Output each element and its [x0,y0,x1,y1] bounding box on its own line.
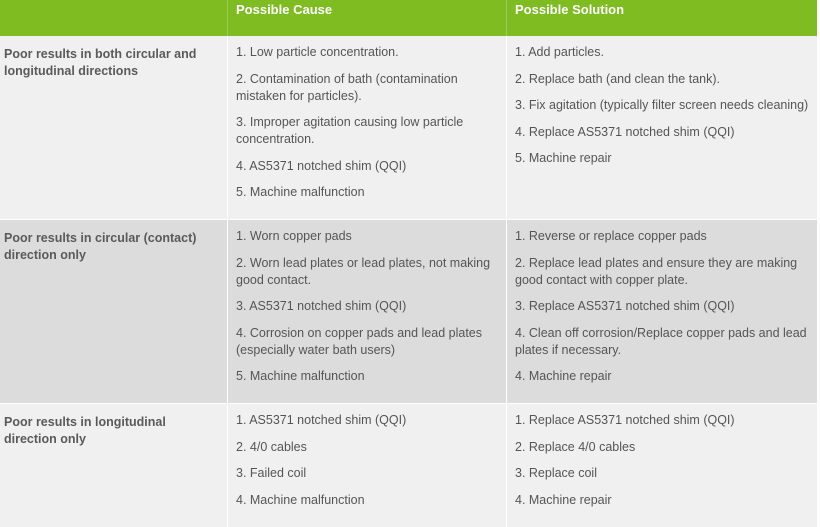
list-item: 4. Machine malfunction [236,492,365,507]
list-item: 3. Replace AS5371 notched shim (QQI) [515,299,735,313]
list-item: 2. Replace lead plates and ensure they are making good contact with copper plate. [515,255,798,287]
list-item: 4. Clean off corrosion/Replace copper pads and lead plates if necessary. [515,325,807,357]
solutions-cell [506,404,817,527]
list-item: 1. Replace AS5371 notched shim (QQI) [515,413,735,427]
problem-cell: Poor results in both circular and longitudinal directions [0,36,227,219]
header-possible-solution: Possible Solution [506,0,817,36]
list-item: 2. Replace 4/0 cables [515,439,636,454]
list-item: 1. Worn copper pads [236,229,352,243]
list-item: 3. Replace coil [515,466,597,480]
list-item: 5. Machine repair [515,151,612,165]
list-item: 3. AS5371 notched shim (QQI) [236,299,407,313]
solutions-cell [506,36,817,219]
problem-cell: Poor results in longitudinal direction only [0,404,227,527]
list-item: 5. Machine malfunction [236,369,365,383]
causes-cell [227,220,506,403]
list-item: 2. Worn lead plates or lead plates, not making good contact. [236,255,491,287]
causes-cell [227,36,506,219]
list-item: 1. AS5371 notched shim (QQI) [236,413,407,427]
list-item: 4. Machine repair [515,492,612,507]
problem-cell: Poor results in circular (contact) direction only [0,220,227,403]
list-item: 4. Corrosion on copper pads and lead plates (especially water bath users) [236,325,482,357]
solutions-cell [506,220,817,403]
list-item: 2. Replace bath (and clean the tank). [515,71,720,86]
list-item: 3. Improper agitation causing low particle concentration. [236,115,464,146]
list-item: 1. Reverse or replace copper pads [515,229,707,243]
list-item: 3. Failed coil [236,466,307,480]
list-item: 4. Machine repair [515,369,612,383]
list-item: 4. AS5371 notched shim (QQI) [236,158,407,173]
list-item: 5. Machine malfunction [236,185,365,199]
list-item: 1. Low particle concentration. [236,45,399,59]
list-item: 2. Contamination of bath (contamination mistaken for particles). [236,71,458,103]
list-item: 2. 4/0 cables [236,439,307,454]
header-empty-cell [0,0,227,36]
header-possible-cause: Possible Cause [227,0,506,36]
list-item: 3. Fix agitation (typically filter screen needs cleaning) [515,98,809,112]
causes-cell [227,404,506,527]
list-item: 1. Add particles. [515,45,604,59]
list-item: 4. Replace AS5371 notched shim (QQI) [515,124,735,139]
